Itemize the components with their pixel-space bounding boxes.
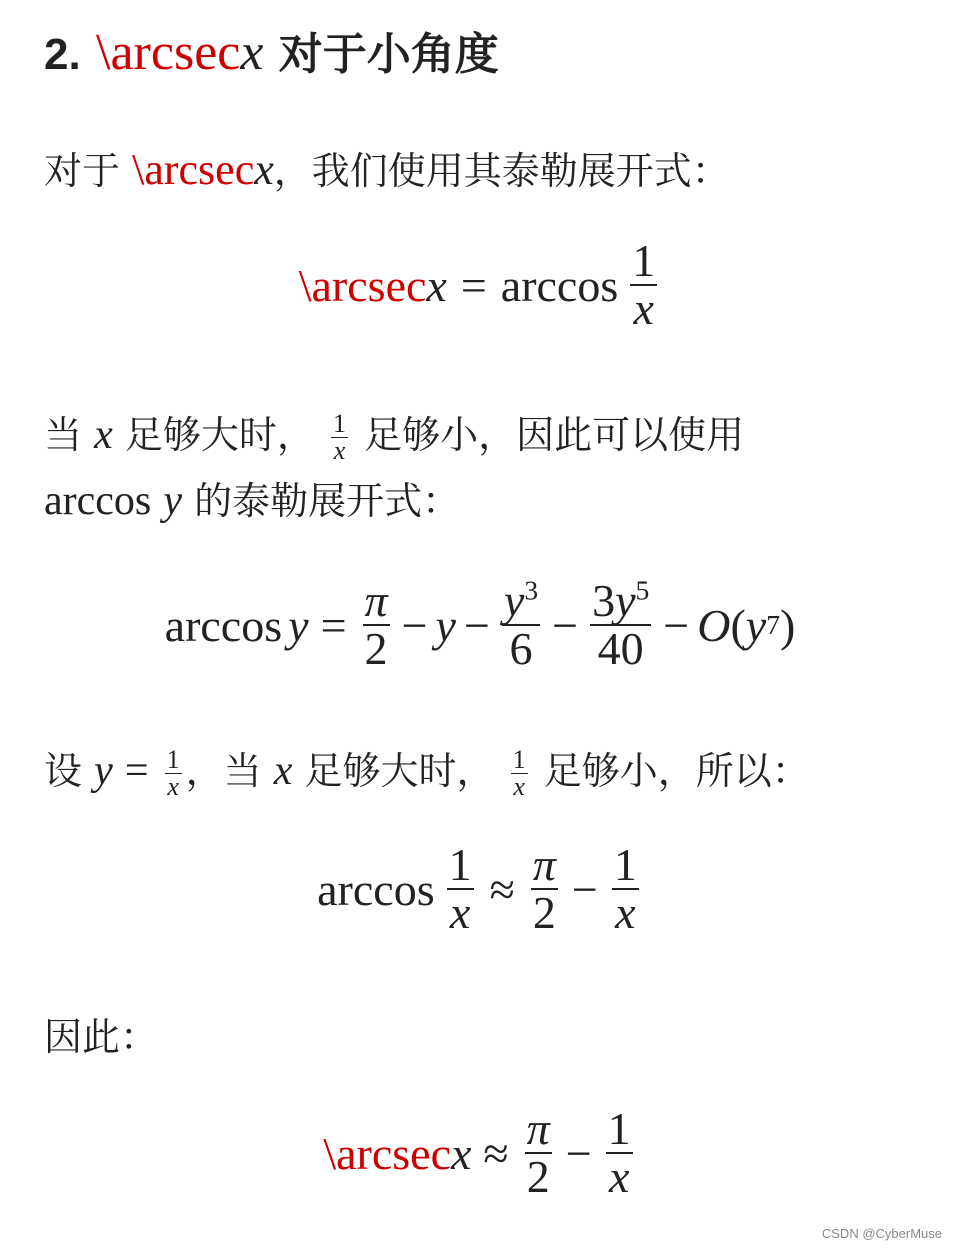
fraction: [606, 1103, 633, 1202]
inline-fraction: [511, 747, 528, 800]
section-number: 2.: [44, 30, 81, 79]
paren: ): [780, 599, 796, 651]
denominator: 2: [526, 1151, 550, 1202]
denominator: x: [615, 887, 636, 938]
equation-arccos-taylor: arccos y = $\frac{\pi}{2}$ − y − $\frac{y^3}{6}$ − $\frac{3y^5}{40}$ − O ( y 7 ): [164, 574, 796, 674]
approx-sign: ≈: [483, 1127, 509, 1179]
math-variable: y: [615, 575, 636, 626]
function-name: arccos: [44, 478, 152, 524]
denominator: x: [449, 887, 471, 938]
text: 的泰勒展开式：: [194, 479, 461, 523]
exponent: 3: [524, 574, 539, 606]
section-title: 对于小角度: [278, 29, 499, 80]
denominator: x: [513, 772, 525, 801]
numerator: 1: [613, 839, 637, 890]
paragraph-intro: [44, 140, 730, 195]
denominator: x: [608, 1151, 630, 1202]
math-variable: x: [240, 24, 264, 81]
exponent: 5: [635, 574, 650, 606]
text: 足够小，所以：: [543, 749, 810, 793]
latex-error-macro: \arcsec: [96, 24, 241, 81]
approx-sign: ≈: [489, 863, 515, 915]
equals-sign: =: [320, 599, 347, 651]
big-o: O: [697, 599, 731, 651]
equals-sign: =: [124, 748, 149, 794]
latex-error-macro: \arcsec: [323, 1127, 451, 1179]
inline-fraction: [165, 747, 182, 800]
equation-arcsec-definition: [0, 235, 960, 334]
fraction-3y5-over-40: [590, 574, 651, 674]
text: 对于: [44, 149, 121, 193]
fraction-pi-over-2: [363, 575, 390, 674]
equation-arccos-approx: [0, 839, 960, 938]
minus-sign: −: [463, 599, 490, 651]
text: ，我们使用其泰勒展开式：: [273, 149, 730, 193]
math-variable: y: [503, 575, 525, 626]
function-name: arccos: [500, 259, 619, 311]
minus-sign: −: [663, 599, 690, 651]
text: ，当: [185, 749, 262, 793]
fraction-y3-over-6: [502, 574, 540, 674]
coefficient: 3: [592, 575, 616, 626]
text: 足够大时，: [124, 413, 315, 457]
numerator: π: [364, 575, 388, 626]
minus-sign: −: [401, 599, 428, 651]
equation-arcsec-result: [0, 1103, 960, 1202]
text: 设: [44, 749, 83, 793]
fraction: [447, 839, 474, 938]
text: 足够小，因此可以使用: [364, 413, 745, 457]
inline-fraction: [331, 411, 348, 464]
fraction-pi-over-2: [525, 1103, 552, 1202]
math-variable: x: [273, 748, 293, 794]
math-variable: x: [451, 1127, 472, 1179]
paragraph-substitution: [44, 740, 810, 800]
watermark: CSDN @CyberMuse: [821, 1226, 942, 1241]
denominator: x: [633, 283, 654, 334]
paragraph-explanation-line1: [44, 404, 744, 464]
text: 足够大时，: [304, 749, 495, 793]
numerator: 1: [448, 839, 472, 890]
denominator: 2: [532, 887, 556, 938]
fraction-pi-over-2: [531, 839, 558, 938]
math-variable: y: [745, 599, 767, 651]
fraction: [612, 839, 639, 938]
latex-error-macro: \arcsec: [132, 145, 255, 194]
numerator: 1: [632, 235, 656, 286]
math-variable: y: [288, 599, 309, 651]
numerator: π: [532, 839, 556, 890]
latex-error-macro: \arcsec: [298, 259, 427, 311]
numerator: 1: [332, 409, 346, 438]
minus-sign: −: [565, 1127, 592, 1179]
math-variable: y: [435, 599, 456, 651]
text: 当: [44, 413, 83, 457]
equals-sign: =: [460, 259, 487, 311]
denominator: 6: [509, 623, 533, 674]
paragraph-explanation-line2: [44, 470, 460, 525]
fraction: [630, 235, 657, 334]
math-variable: y: [94, 748, 113, 794]
denominator: x: [333, 436, 346, 465]
numerator: 1: [607, 1103, 631, 1154]
numerator: 1: [166, 745, 180, 774]
paragraph-therefore: 因此：: [44, 1015, 159, 1059]
numerator: 1: [512, 745, 526, 774]
minus-sign: −: [552, 599, 579, 651]
section-heading: [44, 18, 499, 82]
math-variable: x: [94, 412, 113, 458]
function-name: arccos: [164, 599, 283, 651]
math-variable: x: [426, 259, 447, 311]
denominator: x: [167, 772, 179, 801]
function-name: arccos: [317, 863, 435, 915]
numerator: π: [526, 1103, 550, 1154]
math-variable: x: [254, 145, 274, 194]
math-variable: y: [163, 478, 183, 524]
denominator: 2: [364, 623, 388, 674]
paren: (: [730, 599, 746, 651]
minus-sign: −: [571, 863, 598, 915]
denominator: 40: [597, 623, 644, 674]
